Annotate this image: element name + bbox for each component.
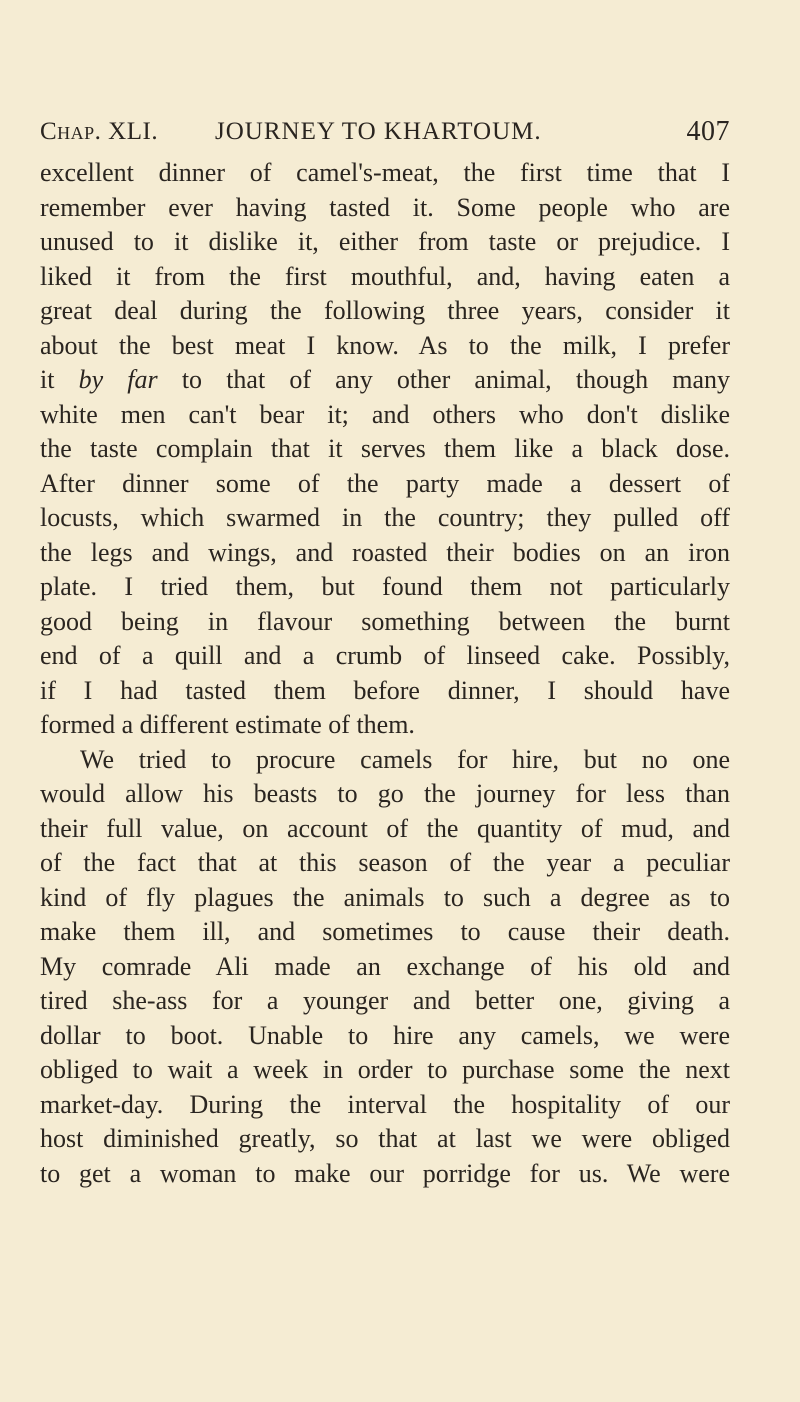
text-line: My comrade Ali made an exchange of his old and [40, 951, 730, 981]
text-line: We tried to procure camels for hire, but no one [80, 744, 730, 774]
text-line: end of a quill and a crumb of linseed cake. Possibly, [40, 641, 730, 670]
text-line: make them ill, and sometimes to cause their death. [40, 917, 730, 946]
text-line: white men can't bear it; and others who don't dislike [40, 399, 730, 429]
text-line: tired she-ass for a younger and better one, giving a [40, 986, 730, 1015]
text-line: liked it from the first mouthful, and, having eaten a [40, 261, 730, 291]
text-line: excellent dinner of camel's-meat, the first time that I [40, 158, 730, 187]
text-line: unused to it dislike it, either from taste or prejudice. I [40, 227, 730, 256]
text-line: formed a different estimate of them. [40, 710, 415, 739]
text-line: remember ever having tasted it. Some people who are [40, 192, 730, 222]
paragraph-camel-meat [40, 156, 730, 743]
emphasis-text: by far [78, 365, 158, 394]
text-line: their full value, on account of the quantity of mud, and [40, 813, 730, 843]
text-line: if I had tasted them before dinner, I should have [40, 675, 730, 705]
text-line: host diminished greatly, so that at last we were obliged [40, 1124, 730, 1153]
page-body [40, 156, 730, 1191]
page-number: 407 [686, 116, 730, 147]
text-line [40, 363, 730, 398]
text-line: locusts, which swarmed in the country; they pulled off [40, 503, 730, 532]
running-header [40, 118, 730, 158]
text-line: of the fact that at this season of the year a peculiar [40, 848, 730, 877]
text-line: dollar to boot. Unable to hire any camels, we were [40, 1020, 730, 1050]
text-line: great deal during the following three years, consider it [40, 296, 730, 325]
text-line: the legs and wings, and roasted their bodies on an iron [40, 537, 730, 567]
text-line: After dinner some of the party made a dessert of [40, 468, 730, 498]
text-line: would allow his beasts to go the journey for less than [40, 779, 730, 808]
text-run: to that of any other animal, though many [157, 365, 730, 394]
text-line: about the best meat I know. As to the milk, I prefer [40, 330, 730, 360]
text-line: kind of fly plagues the animals to such a degree as to [40, 882, 730, 912]
text-line: to get a woman to make our porridge for us. We were [40, 1158, 730, 1188]
text-line: the taste complain that it serves them like a black dose. [40, 434, 730, 463]
text-run: it [40, 365, 79, 394]
running-title: JOURNEY TO KHARTOUM. [215, 118, 542, 145]
paragraph-camel-hire [40, 743, 730, 1192]
text-line: good being in flavour something between the burnt [40, 606, 730, 636]
text-line: obliged to wait a week in order to purchase some the next [40, 1055, 730, 1084]
text-line: plate. I tried them, but found them not particularly [40, 572, 730, 601]
text-line: market-day. During the interval the hospitality of our [40, 1089, 730, 1119]
chapter-label: Chap. XLI. [40, 118, 159, 145]
